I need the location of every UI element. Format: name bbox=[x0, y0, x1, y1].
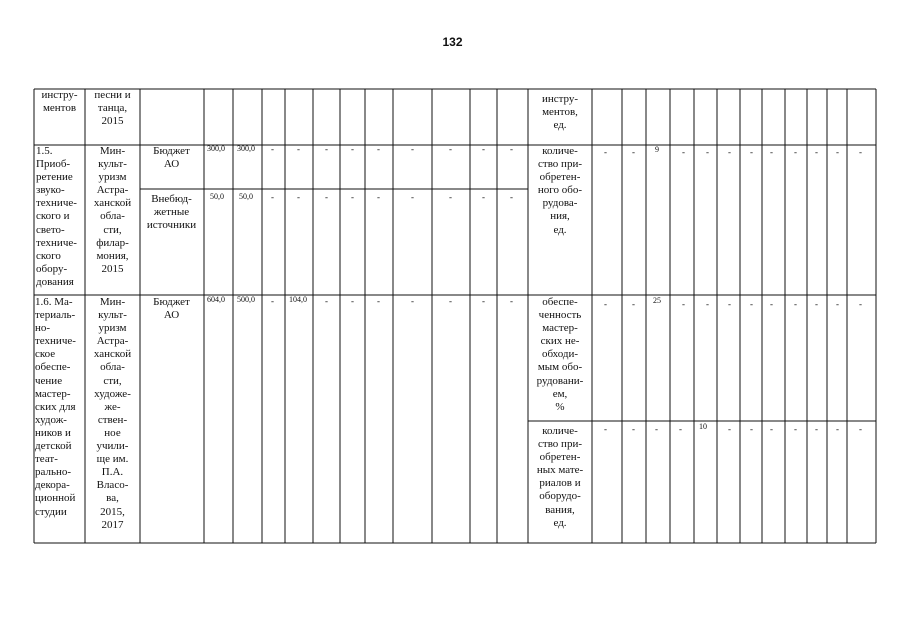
empty-cell-dash: - bbox=[770, 147, 773, 157]
empty-cell-dash: - bbox=[770, 299, 773, 309]
empty-cell-dash: - bbox=[297, 192, 300, 202]
row2-indicator-1-value: 25 bbox=[653, 296, 661, 305]
row1-source-offbudget: Внебюд- жетные источники bbox=[146, 193, 197, 232]
empty-cell-dash: - bbox=[325, 144, 328, 154]
row1-budget-value-2: 300,0 bbox=[237, 144, 255, 153]
empty-cell-dash: - bbox=[632, 147, 635, 157]
empty-cell-dash: - bbox=[706, 147, 709, 157]
empty-cell-dash: - bbox=[297, 144, 300, 154]
empty-cell-dash: - bbox=[482, 144, 485, 154]
row2-source-budget: Бюджет АО bbox=[153, 296, 190, 322]
empty-cell-dash: - bbox=[679, 424, 682, 434]
empty-cell-dash: - bbox=[377, 144, 380, 154]
empty-cell-dash: - bbox=[632, 299, 635, 309]
empty-cell-dash: - bbox=[482, 296, 485, 306]
row1-budget-value-1: 300,0 bbox=[207, 144, 225, 153]
empty-cell-dash: - bbox=[351, 144, 354, 154]
row1-indicator: количе- ство при- обретен- ного обо- рудова- ния, ед. bbox=[537, 145, 583, 236]
empty-cell-dash: - bbox=[449, 192, 452, 202]
empty-cell-dash: - bbox=[377, 192, 380, 202]
empty-cell-dash: - bbox=[706, 299, 709, 309]
empty-cell-dash: - bbox=[377, 296, 380, 306]
empty-cell-dash: - bbox=[750, 299, 753, 309]
empty-cell-dash: - bbox=[271, 296, 274, 306]
row2-indicator-2: количе- ство при- обретен- ных мате- риалов и оборудо- вания, ед. bbox=[536, 425, 584, 529]
row1-source-budget: Бюджет АО bbox=[153, 145, 190, 171]
empty-cell-dash: - bbox=[271, 192, 274, 202]
empty-cell-dash: - bbox=[859, 299, 862, 309]
empty-cell-dash: - bbox=[750, 424, 753, 434]
empty-cell-dash: - bbox=[604, 147, 607, 157]
empty-cell-dash: - bbox=[815, 299, 818, 309]
empty-cell-dash: - bbox=[510, 144, 513, 154]
row0-col2-text: песни и танца, 2015 bbox=[94, 89, 131, 128]
row1-indicator-value: 9 bbox=[655, 145, 659, 154]
row1-offbudget-value-1: 50,0 bbox=[210, 192, 224, 201]
empty-cell-dash: - bbox=[351, 296, 354, 306]
row2-number-name: 1.6. Ма- териаль- но- техниче- ское обеспе- чение мастер- ских для худож- ников и детской теат- рально- декора- ционной студии bbox=[35, 296, 76, 518]
empty-cell-dash: - bbox=[682, 299, 685, 309]
empty-cell-dash: - bbox=[794, 424, 797, 434]
row1-number-name: 1.5. Приоб- ретение звуко- техниче- ского и свето- техниче- ского обору- дования bbox=[36, 145, 77, 288]
empty-cell-dash: - bbox=[449, 144, 452, 154]
row2-indicator-1: обеспе- ченность мастер- ских не- обходи- мым обо- рудовани- ем, % bbox=[536, 296, 584, 413]
empty-cell-dash: - bbox=[411, 144, 414, 154]
empty-cell-dash: - bbox=[836, 424, 839, 434]
empty-cell-dash: - bbox=[836, 299, 839, 309]
empty-cell-dash: - bbox=[325, 192, 328, 202]
empty-cell-dash: - bbox=[682, 147, 685, 157]
empty-cell-dash: - bbox=[728, 299, 731, 309]
empty-cell-dash: - bbox=[750, 147, 753, 157]
empty-cell-dash: - bbox=[604, 299, 607, 309]
empty-cell-dash: - bbox=[815, 424, 818, 434]
row2-budget-value-1: 604,0 bbox=[207, 295, 225, 304]
empty-cell-dash: - bbox=[325, 296, 328, 306]
page-number: 132 bbox=[442, 35, 463, 49]
empty-cell-dash: - bbox=[836, 147, 839, 157]
empty-cell-dash: - bbox=[351, 192, 354, 202]
empty-cell-dash: - bbox=[728, 147, 731, 157]
row2-indicator-2-value: 10 bbox=[699, 422, 707, 431]
empty-cell-dash: - bbox=[482, 192, 485, 202]
empty-cell-dash: - bbox=[794, 147, 797, 157]
empty-cell-dash: - bbox=[859, 424, 862, 434]
empty-cell-dash: - bbox=[815, 147, 818, 157]
empty-cell-dash: - bbox=[449, 296, 452, 306]
empty-cell-dash: - bbox=[411, 296, 414, 306]
empty-cell-dash: - bbox=[632, 424, 635, 434]
empty-cell-dash: - bbox=[794, 299, 797, 309]
empty-cell-dash: - bbox=[728, 424, 731, 434]
empty-cell-dash: - bbox=[770, 424, 773, 434]
empty-cell-dash: - bbox=[604, 424, 607, 434]
row1-executor: Мин- культ- уризм Астра- ханской обла- сти, филар- мония, 2015 bbox=[93, 145, 132, 275]
row0-col1-text: инстру- ментов bbox=[41, 89, 78, 115]
row0-indicator-text: инстру- ментов, ед. bbox=[541, 93, 579, 132]
empty-cell-dash: - bbox=[411, 192, 414, 202]
row2-executor: Мин- культ- уризм Астра- ханской обла- сти, художе- же- ствен- ное учили- ще им. П.А. Власо- ва, 2015, 2017 bbox=[93, 296, 132, 531]
row2-budget-value-2: 500,0 bbox=[237, 295, 255, 304]
empty-cell-dash: - bbox=[271, 144, 274, 154]
row1-offbudget-value-2: 50,0 bbox=[239, 192, 253, 201]
empty-cell-dash: - bbox=[655, 424, 658, 434]
empty-cell-dash: - bbox=[510, 296, 513, 306]
empty-cell-dash: - bbox=[859, 147, 862, 157]
row2-budget-value-4: 104,0 bbox=[289, 295, 307, 304]
empty-cell-dash: - bbox=[510, 192, 513, 202]
